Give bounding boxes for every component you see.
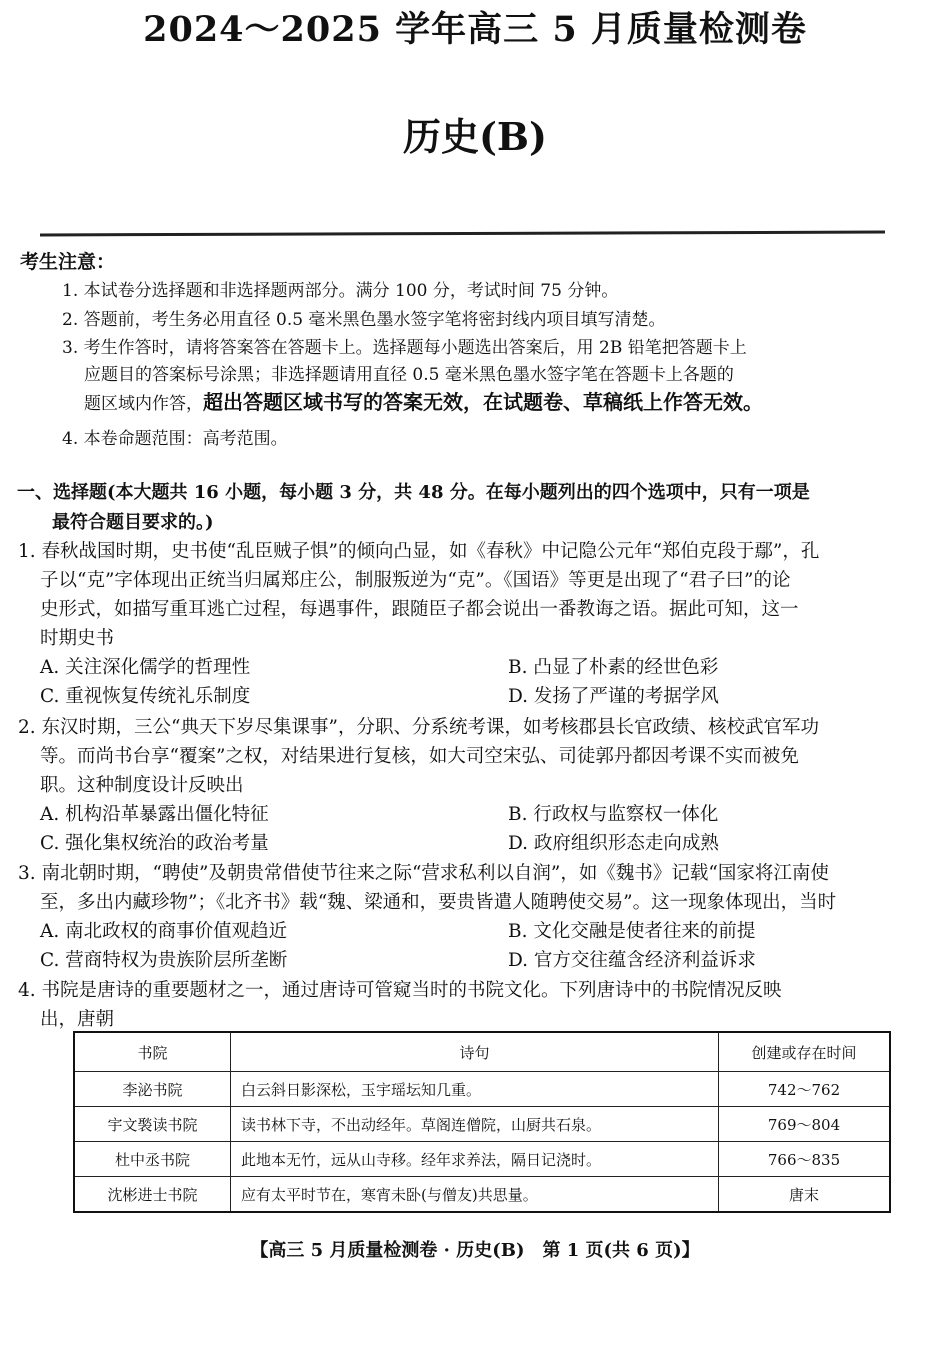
q2-stem-line-3: 职。这种制度设计反映出: [40, 775, 244, 796]
header-divider: [40, 231, 885, 237]
table-cell: 沈彬进士书院: [74, 1177, 231, 1213]
notice-item-3-line-2: 应题目的答案标号涂黑；非选择题请用直径 0.5 毫米黑色墨水签字笔在答题卡上各题的: [84, 365, 734, 385]
q2-option-c: C. 强化集权统治的政治考量: [40, 833, 269, 854]
table-header: 书院: [74, 1032, 231, 1072]
q1-option-d: D. 发扬了严谨的考据学风: [508, 686, 719, 707]
page-footer: 【高三 5 月质量检测卷 · 历史(B) 第 1 页(共 6 页)】: [250, 1240, 700, 1261]
q1-option-b: B. 凸显了朴素的经世色彩: [508, 657, 719, 678]
q1-option-c: C. 重视恢复传统礼乐制度: [40, 686, 251, 707]
table-row: [74, 1177, 890, 1213]
table-row: [74, 1142, 890, 1177]
q2-stem-line-2: 等。而尚书台享“覆案”之权，对结果进行复核，如大司空宋弘、司徒郭丹都因考课不实而被免: [40, 746, 799, 767]
table-cell: 读书林下寺，不出动经年。草阁连僧院，山厨共石泉。: [231, 1107, 719, 1142]
q2-option-a: A. 机构沿革暴露出僵化特征: [40, 804, 269, 825]
notice-item-1: 1. 本试卷分选择题和非选择题两部分。满分 100 分，考试时间 75 分钟。: [62, 281, 619, 301]
notice-item-4: 4. 本卷命题范围：高考范围。: [62, 429, 288, 449]
table-cell: 唐末: [719, 1177, 891, 1213]
q3-option-d: D. 官方交往蕴含经济利益诉求: [508, 950, 756, 971]
notice-heading: 考生注意：: [20, 251, 116, 273]
academy-table: [73, 1031, 891, 1213]
notice-item-3-line-1: 3. 考生作答时，请将答案答在答题卡上。选择题每小题选出答案后，用 2B 铅笔把答题卡上: [62, 338, 747, 358]
table-row: [74, 1107, 890, 1142]
table-cell: 李泌书院: [74, 1072, 231, 1107]
q2-option-b: B. 行政权与监察权一体化: [508, 804, 719, 825]
table-cell: 宇文褧读书院: [74, 1107, 231, 1142]
section-heading-cont: 最符合题目要求的。): [52, 512, 214, 533]
q1-stem-line-1: 1. 春秋战国时期，史书使“乱臣贼子惧”的倾向凸显，如《春秋》中记隐公元年“郑伯克段于鄢”，孔: [18, 541, 820, 562]
q3-option-a: A. 南北政权的商事价值观趋近: [40, 921, 288, 942]
q2-option-d: D. 政府组织形态走向成熟: [508, 833, 719, 854]
q3-stem-line-1: 3. 南北朝时期，“聘使”及朝贵常借使节往来之际“营求私利以自润”，如《魏书》记载“国家将江南使: [18, 863, 829, 884]
q2-stem-line-1: 2. 东汉时期，三公“典天下岁尽集课事”，分职、分系统考课，如考核郡县长官政绩、核校武官军功: [18, 717, 819, 738]
q3-option-c: C. 营商特权为贵族阶层所垄断: [40, 950, 288, 971]
q1-stem-line-2: 子以“克”字体现出正统当归属郑庄公，制服叛逆为“克”。《国语》等更是出现了“君子曰”的论: [40, 570, 791, 591]
notice-item-3-text: 题区域内作答，: [84, 394, 203, 414]
table-cell: 766～835: [719, 1142, 891, 1177]
q1-option-a: A. 关注深化儒学的哲理性: [40, 657, 251, 678]
table-header-row: [74, 1032, 890, 1072]
q4-stem-line-1: 4. 书院是唐诗的重要题材之一，通过唐诗可管窥当时的书院文化。下列唐诗中的书院情况反映: [18, 980, 782, 1001]
q4-stem-line-2: 出，唐朝: [40, 1009, 115, 1030]
notice-item-3-line-3: [84, 386, 763, 415]
q3-option-b: B. 文化交融是使者往来的前提: [508, 921, 756, 942]
table-cell: 742～762: [719, 1072, 891, 1107]
table-header: 诗句: [231, 1032, 719, 1072]
notice-item-2: 2. 答题前，考生务必用直径 0.5 毫米黑色墨水签字笔将密封线内项目填写清楚。: [62, 310, 666, 330]
table-row: [74, 1072, 890, 1107]
section-heading: 一、选择题(本大题共 16 小题，每小题 3 分，共 48 分。在每小题列出的四个选项中，只有一项是: [17, 482, 810, 503]
table-cell: 769～804: [719, 1107, 891, 1142]
table-cell: 此地本无竹，远从山寺移。经年求养法，隔日记浇时。: [231, 1142, 719, 1177]
table-cell: 杜中丞书院: [74, 1142, 231, 1177]
q3-stem-line-2: 至，多出内藏珍物”；《北齐书》载“魏、梁通和，要贵皆遣人随聘使交易”。这一现象体现出，当时: [40, 892, 837, 913]
subject-title: 历史(B): [402, 114, 548, 159]
q1-stem-line-4: 时期史书: [40, 628, 115, 649]
notice-warning: 超出答题区域书写的答案无效，在试题卷、草稿纸上作答无效。: [203, 390, 763, 414]
table-cell: 白云斜日影深松，玉宇瑶坛知几重。: [231, 1072, 719, 1107]
q1-stem-line-3: 史形式，如描写重耳逃亡过程，每遇事件，跟随臣子都会说出一番教诲之语。据此可知，这一: [40, 599, 799, 620]
exam-title: 2024～2025 学年高三 5 月质量检测卷: [143, 9, 807, 50]
table-cell: 应有太平时节在，寒宵未卧(与僧友)共思量。: [231, 1177, 719, 1213]
table-header: 创建或存在时间: [719, 1032, 891, 1072]
